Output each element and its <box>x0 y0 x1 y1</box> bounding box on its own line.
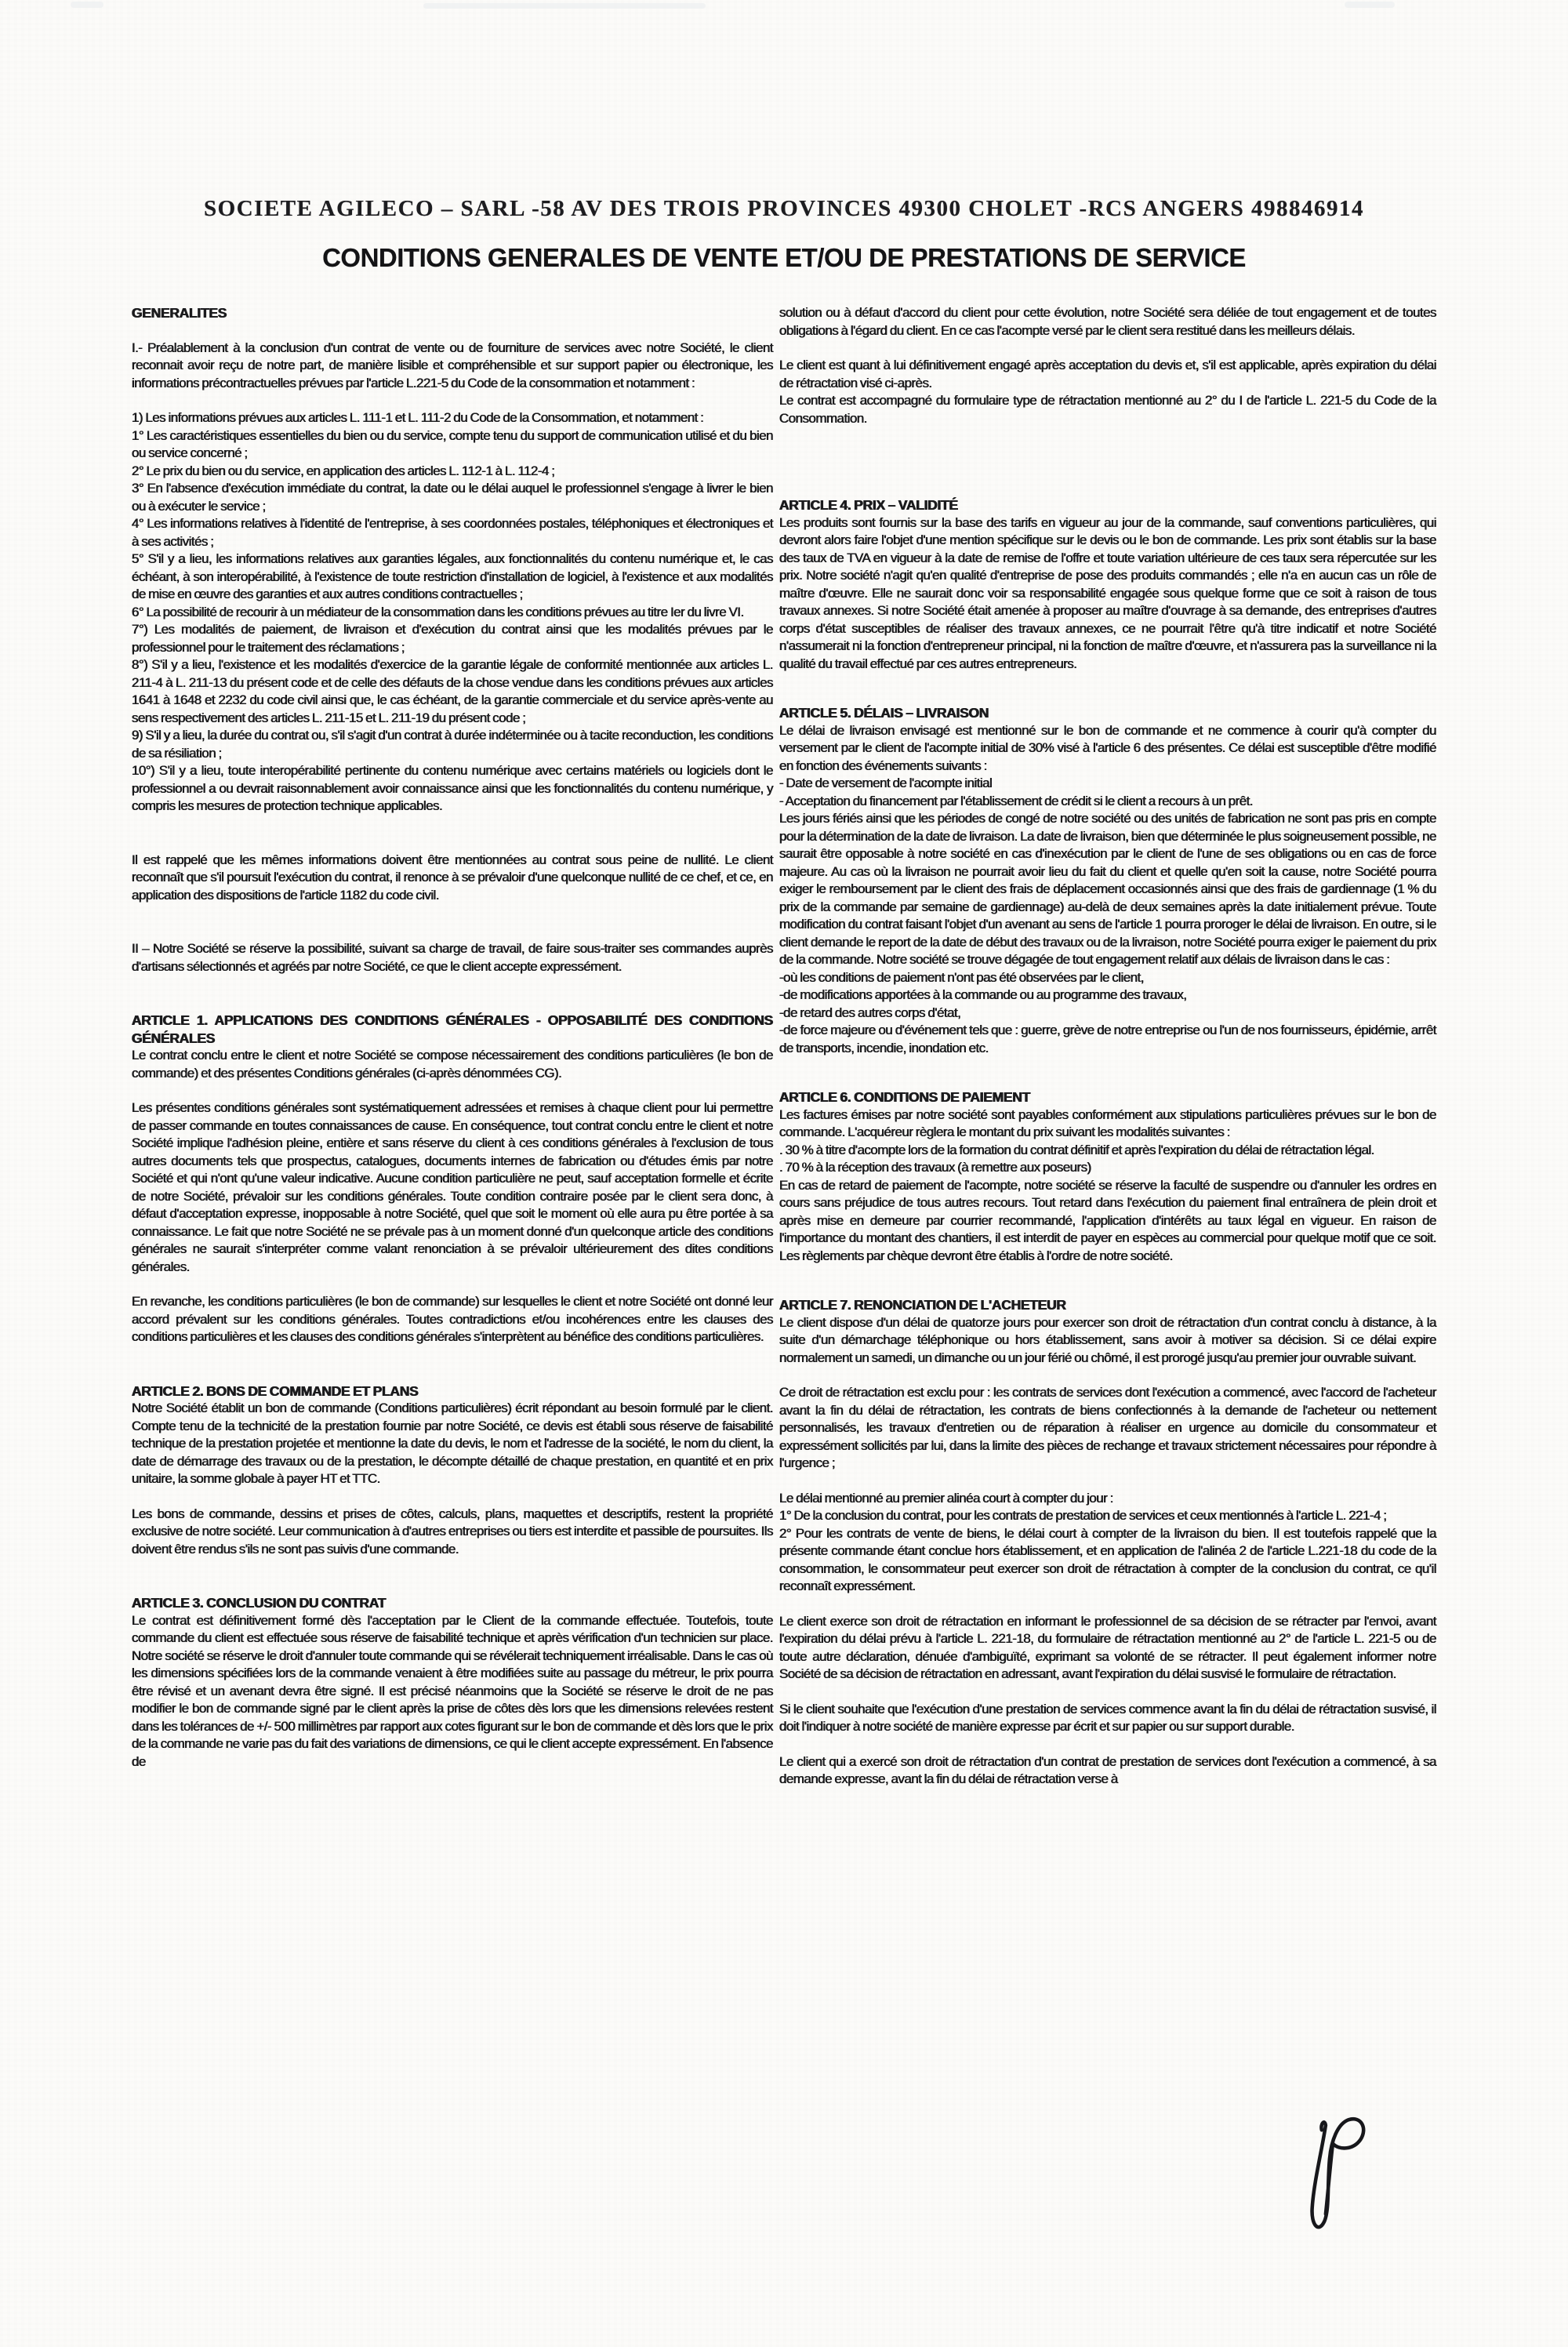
left-column <box>132 304 773 1771</box>
section-heading-generalites: GENERALITES <box>132 305 227 321</box>
heading-article-3: ARTICLE 3. CONCLUSION DU CONTRAT <box>132 1595 387 1611</box>
paragraph: Le contrat est définitivement formé dès l'acceptation par le Client de la commande effectuée. Toutefois, toute commande du client est effectuée sous réserve de faisabilité technique et après vérification d'un technicien sur place. Notre société se réserve le droit d'annuler toute commande qui se révélerait techniquement irréalisable. Dans le cas où les dimensions spécifiées lors de la commande venaient à être modifiées suite au passage du métreur, le prix pourra être révisé et un avenant devra être signé. Il est précisé néanmoins que la Société se réserve le droit de ne pas modifier le bon de commande signé par le client après la prise de côtes dès lors que les dimensions relevées restent dans les tolérances de +/- 500 millimètres par rapport aux cotes figurant sur le bon de commande et dès lors que le prix de la commande ne varie pas du fait des variations de dimensions, ce qui le client accepte expressément. En l'absence de <box>132 1612 773 1769</box>
list-item: 5° S'il y a lieu, les informations relatives aux garanties légales, aux fonctionnalités du contenu numérique et, le cas échéant, à son interopérabilité, à l'existence de toute restriction d'installation de logiciel, à l'existence et aux modalités de mise en œuvre des garanties et aux autres conditions contractuelles ; <box>132 551 773 601</box>
paragraph: 1) Les informations prévues aux articles L. 111-1 et L. 111-2 du Code de la Consommation, et notamment : <box>132 410 704 425</box>
heading-article-6: ARTICLE 6. CONDITIONS DE PAIEMENT <box>779 1089 1031 1105</box>
paragraph: Le délai mentionné au premier alinéa court à compter du jour : <box>779 1490 1113 1506</box>
paragraph: Le client exerce son droit de rétractation en informant le professionnel de sa décision de se rétracter par l'envoi, avant l'expiration du délai prévu à l'article L. 221-18, du formulaire de rétractation mentionné au 2° de l'article L. 221-5 ou de toute autre déclaration, dénuée d'ambiguïté, exprimant sa volonté de se rétracter. Il peut également informer notre Société de sa décision de rétractation en adressant, avant l'expiration du délai susvisé le formulaire de rétractation. <box>779 1613 1436 1681</box>
list-item: . 30 % à titre d'acompte lors de la formation du contrat définitif et après l'expiration du délai de rétractation légal. <box>779 1142 1374 1157</box>
paragraph: En cas de retard de paiement de l'acompte, notre société se réserve la faculté de suspendre ou d'annuler les ordres en cours sans préjudice de tous autres recours. Tout retard dans l'exécution du paiement final entraînera de plein droit et après mise en demeure par courrier recommandé, l'application d'intérêts au taux légal en vigueur. En raison de l'importance du montant des chantiers, il est interdit de payer en espèces au commercial pour quelque motif que ce soit. Les règlements par chèque devront être établis à l'ordre de notre société. <box>779 1177 1436 1263</box>
list-item: 2° Le prix du bien ou du service, en application des articles L. 112-1 à L. 112-4 ; <box>132 463 555 478</box>
paragraph: Les jours fériés ainsi que les périodes de congé de notre société ou des unités de fabrication ne sont pas pris en compte pour la détermination de la date de livraison. La date de livraison, bien que déterminée le plus soigneusement possible, ne saurait être opposable à notre société en cas d'inexécution par le client de l'une de ses obligations ou en cas de force majeure. Au cas où la livraison ne pourrait avoir lieu du fait du client et quelle qu'en soit la cause, notre Société pourra exiger le remboursement par le client des frais de déplacement occasionnés ainsi que des frais de gardiennage (1 % du prix de la commande par semaine de gardiennage) au-delà de deux semaines après la date initialement prévue. Toute modification du contrat faisant l'objet d'un avenant au sens de l'article 1 pourra proroger le délai de livraison. En outre, si le client demande le report de la date de début des travaux ou de la livraison, notre Société pourra exiger le paiement du prix de la commande. Notre société se trouve dégagée de tout engagement relatif aux délais de livraison dans le cas : <box>779 811 1436 967</box>
list-item: 1° Les caractéristiques essentielles du bien ou du service, compte tenu du support de communication utilisé et du bien ou service concerné ; <box>132 427 773 460</box>
heading-article-7: ARTICLE 7. RENONCIATION DE L'ACHETEUR <box>779 1297 1066 1313</box>
paragraph: En revanche, les conditions particulières (le bon de commande) sur lesquelles le client et notre Société ont donné leur accord prévalent sur les conditions générales. Toutes contradictions et/ou incohérences entre les clauses des conditions particulières et les clauses des conditions générales s'interprètent au bénéfice des conditions particulières. <box>132 1294 773 1344</box>
paragraph: Les produits sont fournis sur la base des tarifs en vigueur au jour de la commande, sauf conventions particulières, qui devront alors faire l'objet d'une mention spécifique sur le devis ou le bon de commande. Les prix sont établis sur la base des taux de TVA en vigueur à la date de remise de l'offre et toute variation ultérieure de ces taux sera répercutée sur les prix. Notre société n'agit qu'en qualité d'entreprise de pose des produits commandés ; elle n'a en aucun cas un rôle de maître d'œuvre. Elle ne saurait donc voir sa responsabilité engagée sous quelque forme que ce soit à raison de tous travaux annexes. Si notre Société était amenée à proposer au maître d'ouvrage à sa demande, des entreprises d'autres corps d'état susceptibles de réaliser des travaux annexes, ce ne pourrait l'être qu'à titre indicatif et notre Société n'assumerait ni la fonction d'entrepreneur principal, ni la fonction de maître d'œuvre, et n'assurera pas la surveillance ni la qualité du travail effectué par ces autres entrepreneurs. <box>779 514 1436 671</box>
list-item: 3° En l'absence d'exécution immédiate du contrat, la date ou le délai auquel le professionnel s'engage à livrer le bien ou à exécuter le service ; <box>132 481 773 514</box>
list-item: 9) S'il y a lieu, la durée du contrat ou, s'il s'agit d'un contrat à durée indéterminée ou à tacite reconduction, les conditions de sa résiliation ; <box>132 728 773 761</box>
paragraph: Le client est quant à lui définitivement engagé après acceptation du devis et, s'il est applicable, après expiration du délai de rétractation visé ci-après. <box>779 358 1436 391</box>
list-item: - Acceptation du financement par l'établissement de crédit si le client a recours à un prêt. <box>779 793 1254 808</box>
scan-artifact <box>71 2 103 8</box>
list-item: 8°) S'il y a lieu, l'existence et les modalités d'exercice de la garantie légale de conformité mentionnée aux articles L. 211-4 à L. 211-13 du présent code et de celle des défauts de la chose vendue dans les conditions prévues aux articles 1641 à 1648 et 2232 du code civil ainsi que, le cas échéant, de la garantie commerciale et du service après-vente au sens respectivement des articles L. 211-15 et L. 211-19 du présent code ; <box>132 657 773 725</box>
heading-article-2: ARTICLE 2. BONS DE COMMANDE ET PLANS <box>132 1382 419 1399</box>
paragraph: Si le client souhaite que l'exécution d'une prestation de services commence avant la fin du délai de rétractation susvisé, il doit l'indiquer à notre société de manière expresse par écrit et sur papier ou sur support durable. <box>779 1701 1436 1734</box>
list-item: . 70 % à la réception des travaux (à remettre aux poseurs) <box>779 1160 1091 1175</box>
paragraph: Il est rappelé que les mêmes informations doivent être mentionnées au contrat sous peine de nullité. Le client reconnaît que s'il poursuit l'exécution du contrat, il renonce à se prévaloir d'une quelconque nullité de ce chef, et ce, en application des dispositions de l'article 1182 du code civil. <box>132 852 773 903</box>
list-item: 7°) Les modalités de paiement, de livraison et d'exécution du contrat ainsi que les modalités prévues par le professionnel pour le traitement des réclamations ; <box>132 622 773 655</box>
heading-article-4: ARTICLE 4. PRIX – VALIDITÉ <box>779 497 958 513</box>
list-item: 10°) S'il y a lieu, toute interopérabilité pertinente du contenu numérique avec certains matériels ou logiciels dont le professionnel a ou devrait raisonnablement avoir connaissance ainsi que les fonctionnalités du contenu numérique, y compris les mesures de protection technique applicables. <box>132 763 773 813</box>
paragraph: Le contrat est accompagné du formulaire type de rétractation mentionné au 2° du I de l'article L. 221-5 du Code de la Consommation. <box>779 393 1436 426</box>
list-item: -où les conditions de paiement n'ont pas été observées par le client, <box>779 969 1144 985</box>
handwritten-signature <box>1290 2109 1377 2252</box>
list-item: - Date de versement de l'acompte initial <box>779 776 993 790</box>
list-item: 6° La possibilité de recourir à un médiateur de la consommation dans les conditions prévues au titre Ier du livre VI. <box>132 604 744 619</box>
paragraph: Le contrat conclu entre le client et notre Société se compose nécessairement des conditions particulières (le bon de commande) et des présentes Conditions générales (ci-après dénommées CG). <box>132 1048 773 1081</box>
paragraph: Notre Société établit un bon de commande (Conditions particulières) écrit répondant au besoin formulé par le client. Compte tenu de la technicité de la prestation fournie par notre Société, ce devis est établi sous réserve de faisabilité technique de la prestation projetée et mentionne la date du devis, le nom et l'adresse de la société, le nom du client, la date de démarrage des travaux ou de la prestation, le décompte détaillé de chaque prestation, en quantité et en prix unitaire, la somme globale à payer HT et TTC. <box>132 1401 773 1486</box>
company-header: SOCIETE AGILECO – SARL -58 AV DES TROIS PROVINCES 49300 CHOLET -RCS ANGERS 498846914 <box>204 196 1364 221</box>
paragraph: Le client qui a exercé son droit de rétractation d'un contrat de prestation de services dont l'exécution a commencé, à sa demande expresse, avant la fin du délai de rétractation verse à <box>779 1753 1436 1786</box>
list-item: -de force majeure ou d'événement tels que : guerre, grève de notre entreprise ou l'un de nos fournisseurs, épidémie, arrêt de transports, incendie, inondation etc. <box>779 1023 1436 1055</box>
scan-artifact <box>1345 2 1395 8</box>
paragraph: Les bons de commande, dessins et prises de côtes, calculs, plans, maquettes et descriptifs, restent la propriété exclusive de notre société. Leur communication à d'autres entreprises ou tiers est interdite et passible de poursuites. Ils doivent être rendus s'ils ne sont pas suivis d'une commande. <box>132 1506 773 1557</box>
heading-article-5: ARTICLE 5. DÉLAIS – LIVRAISON <box>779 705 989 721</box>
paragraph: II – Notre Société se réserve la possibilité, suivant sa charge de travail, de faire sous-traiter ses commandes auprès d'artisans sélectionnés et agréés par notre Société, ce que le client accepte expressément. <box>132 941 773 974</box>
heading-article-1: ARTICLE 1. APPLICATIONS DES CONDITIONS GÉNÉRALES - OPPOSABILITÉ DES CONDITIONS GÉNÉRALES <box>132 1012 773 1046</box>
paragraph: Les présentes conditions générales sont systématiquement adressées et remises à chaque client pour lui permettre de passer commande en toutes connaissances de cause. En conséquence, tout contrat conclu entre le client et notre Société implique l'adhésion pleine, entière et sans réserve du client à ces conditions générales à l'exclusion de tous autres documents tels que prospectus, catalogues, documents internes de fabrication ou d'études émis par notre Société et qui n'ont qu'une valeur indicative. Aucune condition particulière ne peut, sauf acceptation formelle et écrite de notre Société, prévaloir sur les conditions générales. Toute condition contraire posée par le client sera donc, à défaut d'acceptation expresse, inopposable à notre Société, quel que soit le moment où elle aura pu être portée à sa connaissance. Le fait que notre Société ne se prévale pas à un moment donné d'un quelconque article des conditions générales ne saurait s'interpréter comme valant renonciation à se prévaloir ultérieurement des dites conditions générales. <box>132 1100 773 1274</box>
paragraph: Les factures émises par notre société sont payables conformément aux stipulations particulières prévues sur le bon de commande. L'acquéreur règlera le montant du prix suivant les modalités suivantes : <box>779 1106 1436 1139</box>
list-item: 1° De la conclusion du contrat, pour les contrats de prestation de services et ceux mentionnés à l'article L. 221-4 ; <box>779 1508 1387 1523</box>
paragraph: solution ou à défaut d'accord du client pour cette évolution, notre Société sera déliée de tout engagement et de toutes obligations à l'égard du client. En ce cas l'acompte versé par le client sera restitué dans les meilleurs délais. <box>779 305 1436 338</box>
right-column <box>779 304 1436 1789</box>
document-title: CONDITIONS GENERALES DE VENTE ET/OU DE PRESTATIONS DE SERVICE <box>322 243 1246 272</box>
scan-artifact <box>423 3 706 9</box>
paragraph: Ce droit de rétractation est exclu pour : les contrats de services dont l'exécution a commencé, avec l'accord de l'acheteur avant la fin du délai de rétractation, les contrats de biens confectionnés à la demande de l'acheteur ou nettement personnalisés, les travaux d'entretien ou de réparation à réaliser en urgence au domicile du consommateur et expressément sollicités par lui, dans la limite des pièces de rechange et travaux strictement nécessaires pour répondre à l'urgence ; <box>779 1385 1436 1470</box>
paragraph: Le client dispose d'un délai de quatorze jours pour exercer son droit de rétractation d'un contrat conclu à distance, à la suite d'un démarchage téléphonique ou hors établissement, sans avoir à motiver sa décision. Si ce délai expire normalement un samedi, un dimanche ou un jour férié ou chômé, il est prorogé jusqu'au premier jour ouvrable suivant. <box>779 1314 1436 1365</box>
list-item: 2° Pour les contrats de vente de biens, le délai court à compter de la livraison du bien. Il est toutefois rappelé que la présente commande étant conclue hors établissement, et en application de l'alinéa 2 de l'article L.221-18 du code de la consommation, le consommateur peut exercer son droit de rétractation à compter de la conclusion du contrat, ce qu'il reconnaît expressément. <box>779 1525 1436 1593</box>
list-item: -de retard des autres corps d'état, <box>779 1005 961 1020</box>
list-item: -de modifications apportées à la commande ou au programme des travaux, <box>779 987 1187 1002</box>
paragraph: Le délai de livraison envisagé est mentionné sur le bon de commande et ne commence à courir qu'à compter du versement par le client de l'acompte initial de 30% visé à l'article 6 des présentes. Ce délai est susceptible d'être modifié en fonction des événements suivants : <box>779 722 1436 773</box>
list-item: 4° Les informations relatives à l'identité de l'entreprise, à ses coordonnées postales, téléphoniques et électroniques et à ses activités ; <box>132 516 773 549</box>
paragraph: I.- Préalablement à la conclusion d'un contrat de vente ou de fourniture de services avec notre Société, le client reconnait avoir reçu de notre part, de manière lisible et compréhensible et sur support papier ou électronique, les informations précontractuelles prévues par l'article L.221-5 du Code de la consommation et notamment : <box>132 340 773 391</box>
